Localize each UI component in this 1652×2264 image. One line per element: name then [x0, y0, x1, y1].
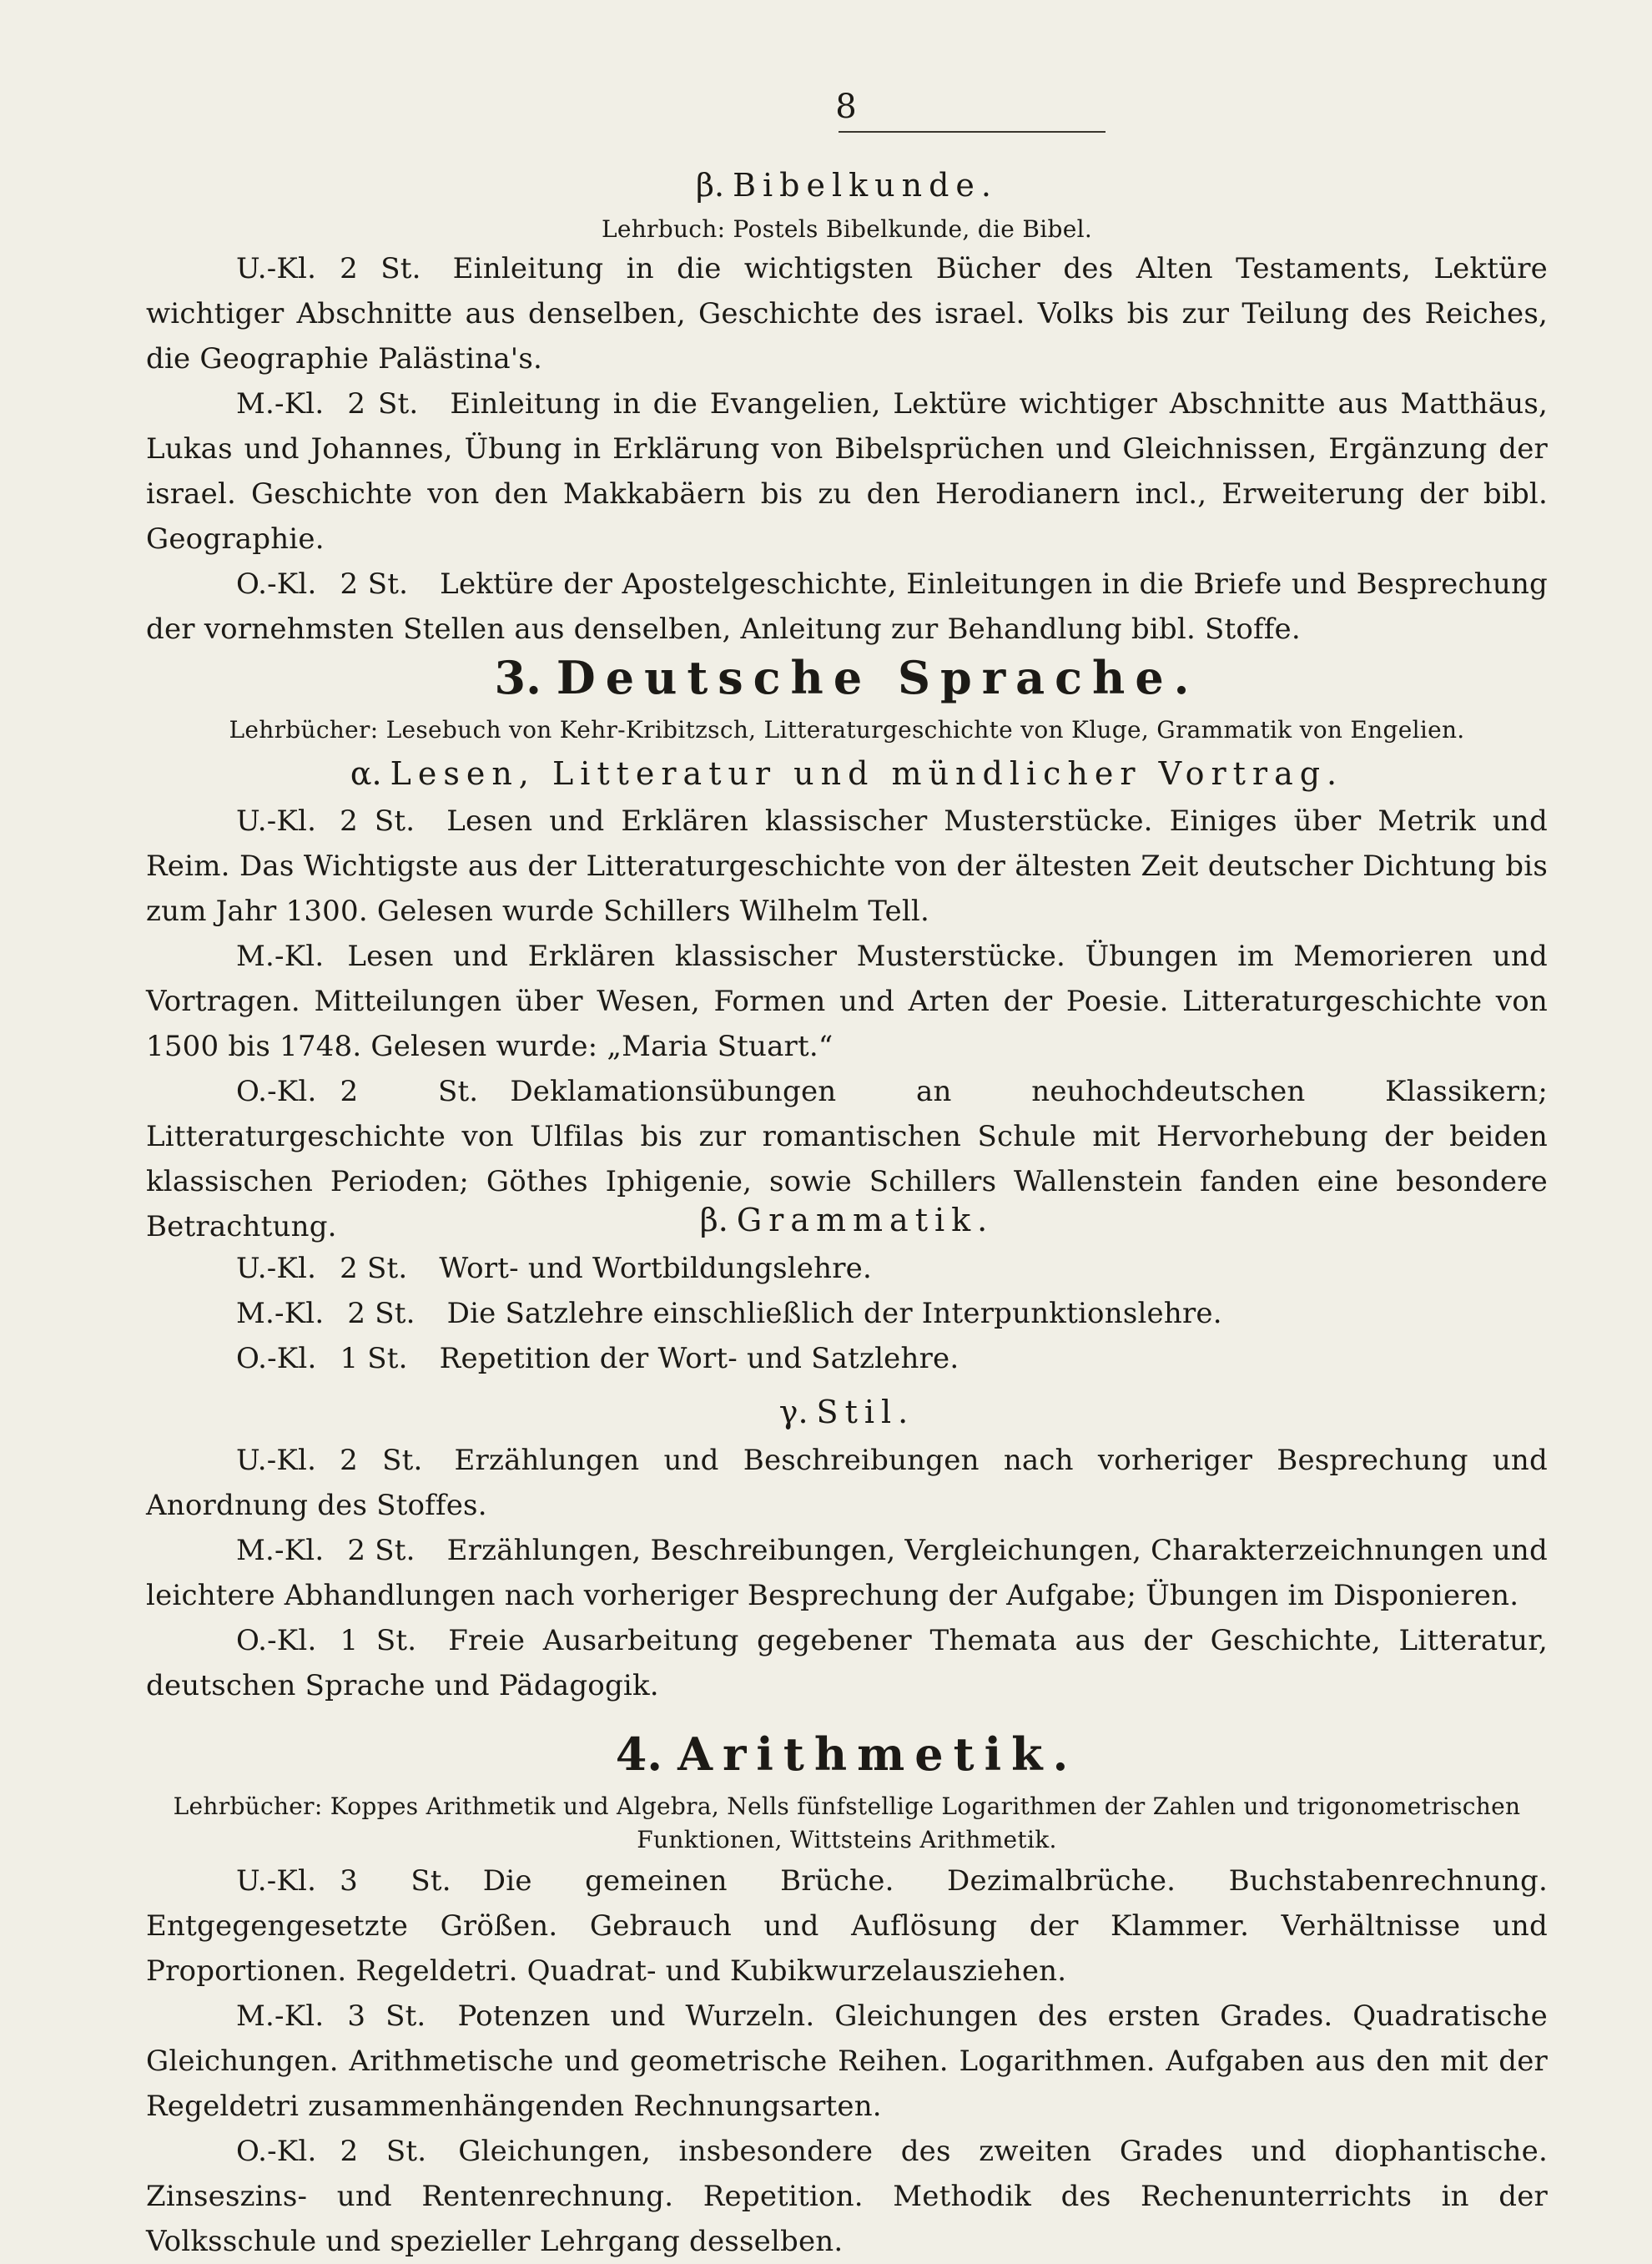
class-label: M.-Kl. — [236, 1999, 325, 2033]
entry-text: Freie Ausarbeitung gegebener Themata aus der Geschichte, Litteratur, deutschen Sprache und Pädagogik. — [146, 1624, 1548, 1702]
document-page — [146, 79, 1549, 2258]
grammatik-heading — [146, 1202, 1548, 1238]
class-label: U.-Kl. — [236, 1864, 317, 1898]
hours-label: 2 St. — [340, 804, 416, 838]
entry-text: Die Satzlehre einschließlich der Interpunktionslehre. — [446, 1297, 1222, 1330]
bibelkunde-heading-title: Bibelkunde. — [733, 167, 998, 204]
hours-label: 3 St. — [340, 1864, 451, 1898]
bibelkunde-entry-u — [146, 246, 1548, 381]
entry-text: Erzählungen und Beschreibungen nach vorheriger Besprechung und Anordnung des Stoffes. — [146, 1444, 1548, 1522]
lesen-entry-m — [146, 934, 1548, 1069]
class-label: O.-Kl. — [236, 1342, 317, 1375]
entry-text: Lesen und Erklären klassischer Musterstücke. Übungen im Memorieren und Vortragen. Mitteilungen über Wesen, Formen und Arten der Poesie. Litteraturgeschichte von 1500 bis 1748. Gelesen wurde: „Maria Stuart.“ — [146, 940, 1548, 1063]
grammatik-heading-symbol: β. — [699, 1202, 728, 1238]
hours-label: 2 St. — [340, 2135, 427, 2168]
bibelkunde-entry-o — [146, 562, 1548, 652]
lesen-entry-u — [146, 799, 1548, 934]
arithmetik-textbooks — [146, 1790, 1548, 1857]
hours-label: 2 St. — [347, 1534, 416, 1567]
arithmetik-heading — [146, 1727, 1548, 1781]
deutsch-textbooks: Lehrbücher: Lesebuch von Kehr-Kribitzsch, Litteraturgeschichte von Kluge, Grammatik von Engelien. — [229, 716, 1465, 744]
lesen-heading — [146, 755, 1548, 792]
class-label: O.-Kl. — [236, 2135, 317, 2168]
entry-text: Die gemeinen Brüche. Dezimalbrüche. Buchstabenrechnung. Entgegengesetzte Größen. Gebrauch und Auflösung der Klammer. Verhältnisse und Proportionen. Regeldetri. Quadrat- und Kubikwurzelausziehen. — [146, 1864, 1548, 1988]
arithmetik-heading-title: Arithmetik. — [677, 1727, 1079, 1781]
hours-label: 1 St. — [340, 1624, 417, 1657]
class-label: U.-Kl. — [236, 252, 317, 285]
class-label: O.-Kl. — [236, 1624, 317, 1657]
hours-label: 2 St. — [340, 252, 421, 285]
stil-heading-symbol: γ. — [778, 1394, 808, 1430]
class-label: U.-Kl. — [236, 1252, 317, 1285]
hours-label: 2 St. — [340, 567, 409, 601]
hours-label: 2 St. — [340, 1075, 479, 1108]
entry-text: Repetition der Wort- und Satzlehre. — [439, 1342, 959, 1375]
deutsch-heading-number: 3. — [494, 651, 541, 704]
class-label: U.-Kl. — [236, 804, 317, 838]
bibelkunde-heading-symbol: β. — [696, 167, 725, 204]
grammatik-entry-u — [146, 1246, 1548, 1291]
deutsch-heading — [146, 651, 1548, 704]
class-label: M.-Kl. — [236, 387, 325, 421]
bibelkunde-textbook: Lehrbuch: Postels Bibelkunde, die Bibel. — [601, 215, 1093, 243]
hours-label: 2 St. — [340, 1252, 408, 1285]
class-label: M.-Kl. — [236, 940, 325, 973]
entry-text: Erzählungen, Beschreibungen, Vergleichungen, Charakterzeichnungen und leichtere Abhandlungen nach vorheriger Besprechung der Aufgabe; Übungen im Disponieren. — [146, 1534, 1548, 1612]
class-label: O.-Kl. — [236, 1075, 317, 1108]
grammatik-entry-m — [146, 1291, 1548, 1336]
stil-heading — [146, 1394, 1548, 1430]
arithmetik-entry-o — [146, 2129, 1548, 2264]
class-label: U.-Kl. — [236, 1444, 317, 1477]
hours-label: 1 St. — [340, 1342, 408, 1375]
page-number: 8 — [835, 88, 859, 126]
entry-text: Deklamationsübungen an neuhochdeutschen Klassikern; Litteraturgeschichte von Ulfilas bis zur romantischen Schule mit Hervorhebung der beiden klassischen Perioden; Göthes Iphigenie, sowie Schillers Wallenstein fanden eine besondere Betrachtung. — [146, 1075, 1549, 1243]
arithmetik-heading-number: 4. — [615, 1727, 663, 1781]
grammatik-entry-o — [146, 1336, 1548, 1381]
grammatik-heading-title: Grammatik. — [736, 1202, 995, 1238]
stil-entry-m — [146, 1528, 1548, 1618]
entry-text: Einleitung in die Evangelien, Lektüre wichtiger Abschnitte aus Matthäus, Lukas und Johannes, Übung in Erklärung von Bibelsprüchen und Gleichnissen, Ergänzung der israel. Geschichte von den Makkabäern bis zu den Herodianern incl., Erweiterung der bibl. Geographie. — [146, 387, 1548, 556]
bibelkunde-entry-m — [146, 381, 1548, 562]
arithmetik-textbooks-line2: Funktionen, Wittsteins Arithmetik. — [637, 1826, 1057, 1853]
hours-label: 2 St. — [347, 1297, 416, 1330]
hours-label: 2 St. — [340, 1444, 423, 1477]
lesen-heading-title: Lesen, Litteratur und mündlicher Vortrag. — [390, 755, 1344, 792]
stil-entry-o — [146, 1618, 1548, 1708]
entry-text: Lesen und Erklären klassischer Musterstücke. Einiges über Metrik und Reim. Das Wichtigste aus der Litteraturgeschichte von der ältesten Zeit deutscher Dichtung bis zum Jahr 1300. Gelesen wurde Schillers Wilhelm Tell. — [146, 804, 1548, 928]
entry-text: Wort- und Wortbildungslehre. — [439, 1252, 872, 1285]
class-label: M.-Kl. — [236, 1534, 325, 1567]
stil-entry-u — [146, 1438, 1548, 1528]
class-label: O.-Kl. — [236, 567, 317, 601]
entry-text: Gleichungen, insbesondere des zweiten Grades und diophantische. Zinseszins- und Rentenrechnung. Repetition. Methodik des Rechenunterrichts in der Volksschule und spezieller Lehrgang desselben. — [146, 2135, 1548, 2258]
stil-heading-title: Stil. — [816, 1394, 915, 1430]
entry-text: Lektüre der Apostelgeschichte, Einleitungen in die Briefe und Besprechung der vornehmsten Stellen aus denselben, Anleitung zur Behandlung bibl. Stoffe. — [146, 567, 1549, 646]
deutsch-heading-title: Deutsche Sprache. — [556, 651, 1200, 704]
bibelkunde-heading — [146, 167, 1548, 204]
hours-label: 3 St. — [347, 1999, 426, 2033]
class-label: M.-Kl. — [236, 1297, 325, 1330]
entry-text: Einleitung in die wichtigsten Bücher des Alten Testaments, Lektüre wichtiger Abschnitte aus denselben, Geschichte des israel. Volks bis zur Teilung des Reiches, die Geographie Palästina's. — [146, 252, 1549, 376]
arithmetik-entry-m — [146, 1994, 1548, 2129]
arithmetik-textbooks-line1: Lehrbücher: Koppes Arithmetik und Algebra, Nells fünfstellige Logarithmen der Zahlen und trigonometrischen — [173, 1793, 1521, 1820]
lesen-heading-symbol: α. — [350, 755, 382, 792]
entry-text: Potenzen und Wurzeln. Gleichungen des ersten Grades. Quadratische Gleichungen. Arithmetische und geometrische Reihen. Logarithmen. Aufgaben aus den mit der Regeldetri zusammenhängenden Rechnungsarten. — [146, 1999, 1549, 2123]
arithmetik-entry-u — [146, 1858, 1548, 1994]
page-number-rule — [839, 131, 1106, 133]
hours-label: 2 St. — [347, 387, 419, 421]
